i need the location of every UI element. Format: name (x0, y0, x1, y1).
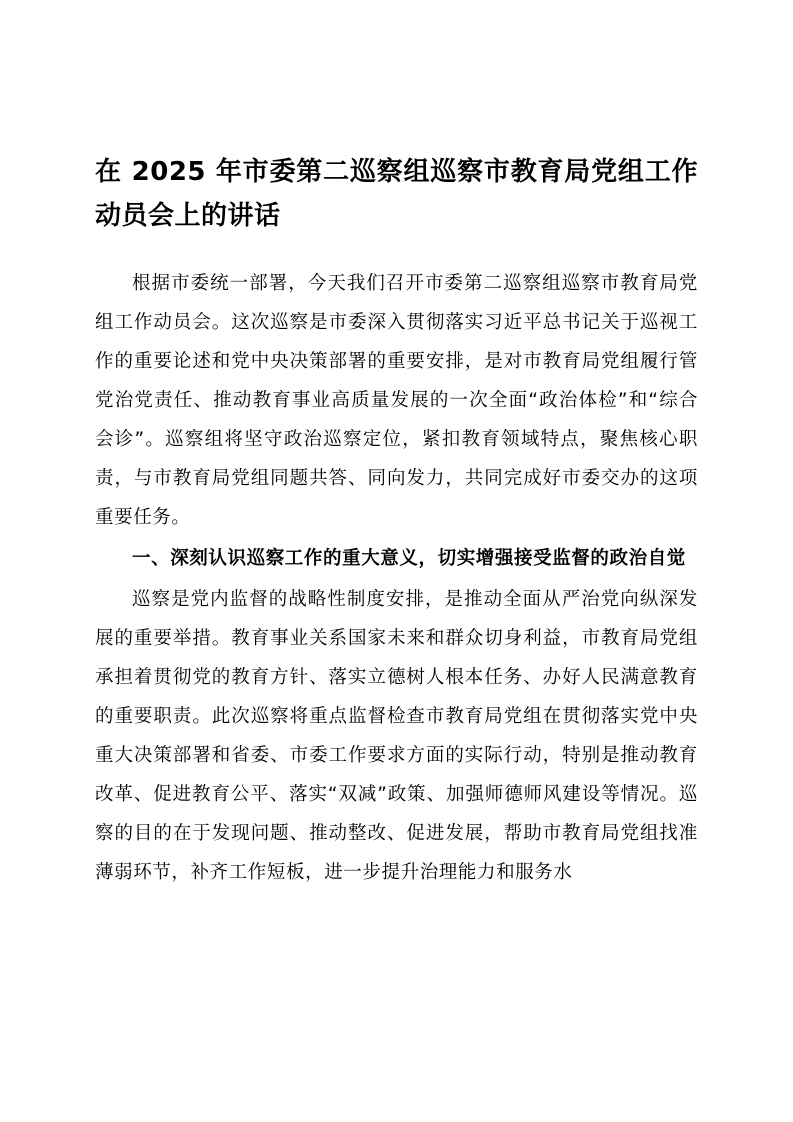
document-title: 在 2025 年市委第二巡察组巡察市教育局党组工作动员会上的讲话 (95, 157, 698, 231)
paragraph-intro: 根据市委统一部署，今天我们召开市委第二巡察组巡察市教育局党组工作动员会。这次巡察是市委深入贯彻落实习近平总书记关于巡视工作的重要论述和党中央决策部署的重要安排，是对市教育局党组履行管党治党责任、推动教育事业高质量发展的一次全面“政治体检”和“综合会诊”。巡察组将坚守政治巡察定位，紧扣教育领域特点，聚焦核心职责，与市教育局党组同题共答、同向发力，共同完成好市委交办的这项重要任务。 (95, 273, 698, 528)
section-heading-one: 一、深刻认识巡察工作的重大意义，切实增强接受监督的政治自觉 (132, 548, 686, 569)
paragraph-section-one-body: 巡察是党内监督的战略性制度安排，是推动全面从严治党向纵深发展的重要举措。教育事业关系国家未来和群众切身利益，市教育局党组承担着贯彻党的教育方针、落实立德树人根本任务、办好人民满意教育的重要职责。此次巡察将重点监督检查市教育局党组在贯彻落实党中央重大决策部署和省委、市委工作要求方面的实际行动，特别是推动教育改革、促进教育公平、落实“双减”政策、加强师德师风建设等情况。巡察的目的在于发现问题、推动整改、促进发展，帮助市教育局党组找准薄弱环节，补齐工作短板，进一步提升治理能力和服务水 (95, 589, 698, 883)
